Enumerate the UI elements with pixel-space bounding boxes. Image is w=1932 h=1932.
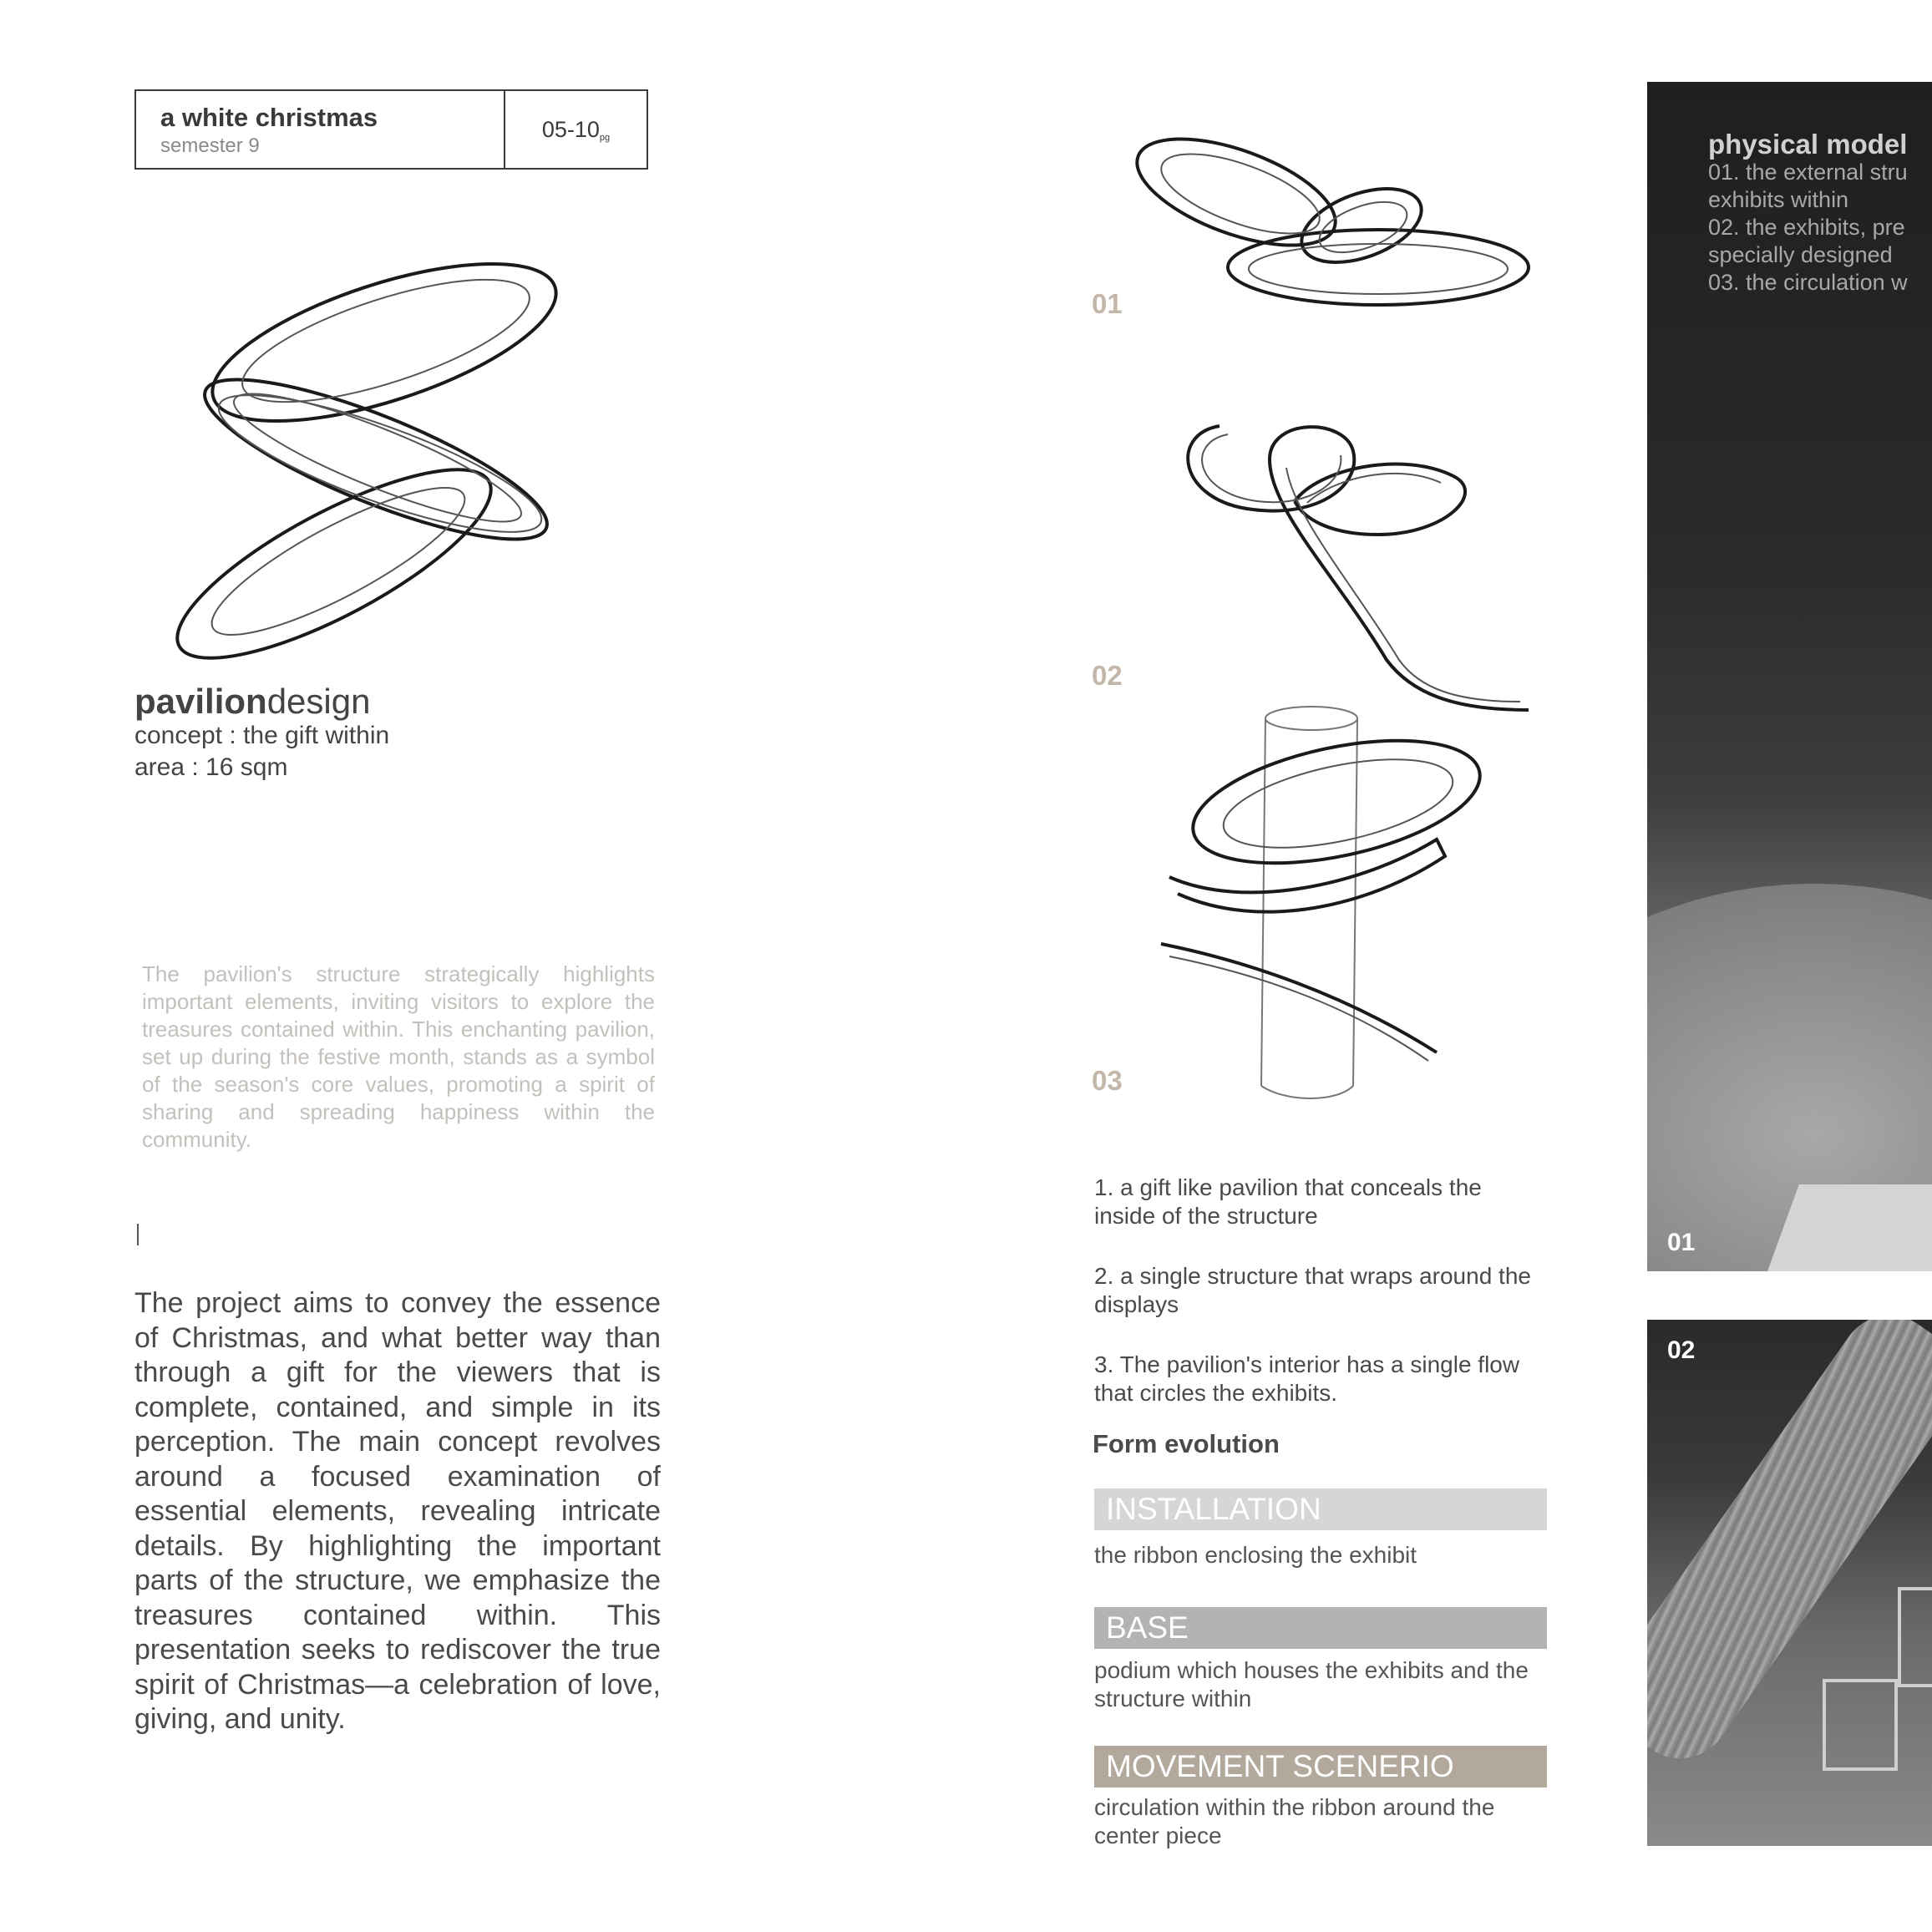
- note-2: 2. a single structure that wraps around the displays: [1094, 1263, 1531, 1317]
- form-sketch-01: [1119, 117, 1554, 334]
- form-evolution-heading: Form evolution: [1093, 1429, 1280, 1458]
- category-base-desc: podium which houses the exhibits and the structure within: [1094, 1657, 1529, 1711]
- photo-1-number: 01: [1667, 1229, 1696, 1256]
- physical-model-line-4: specially designed: [1708, 242, 1893, 267]
- text-cursor: [137, 1224, 139, 1245]
- title-box-left: [136, 91, 505, 168]
- note-1: 1. a gift like pavilion that conceals the inside of the structure: [1094, 1174, 1482, 1229]
- physical-model-line-3: 02. the exhibits, pre: [1708, 215, 1905, 240]
- grey-paragraph: The pavilion's structure strategically highlights important elements, inviting visitors to explore the treasures contained within. This enchanting pavilion, set up during the festive month, stands as a symbol of the season's core values, promoting a spirit of sharing and spreading happiness within the community.: [142, 961, 655, 1152]
- title-box: [134, 89, 648, 170]
- physical-model-line-1: 01. the external stru: [1708, 160, 1908, 185]
- page-range-value: 05-10: [541, 116, 600, 142]
- photo-display-box: [1823, 1679, 1898, 1771]
- photo-display-box: [1898, 1587, 1932, 1687]
- step-number-03: 03: [1092, 1065, 1123, 1096]
- category-installation-desc: the ribbon enclosing the exhibit: [1094, 1542, 1417, 1568]
- step-number-02: 02: [1092, 660, 1123, 691]
- pavilion-title-rest: design: [266, 682, 371, 721]
- main-paragraph: The project aims to convey the essence of Christmas, and what better way than through a gift for the viewers that is complete, contained, and simple in its perception. The main concept revolves around a focused examination of essential elements, revealing intricate details. By highlighting the important parts of the structure, we emphasize the treasures contained within. This presentation seeks to rediscover the true spirit of Christmas—a celebration of love, giving, and unity.: [134, 1287, 661, 1735]
- pavilion-title: [134, 682, 370, 722]
- project-title: a white christmas: [160, 103, 378, 132]
- note-3: 3. The pavilion's interior has a single flow that circles the exhibits.: [1094, 1351, 1520, 1406]
- form-sketch-03: [1144, 693, 1529, 1128]
- form-sketch-02: [1169, 409, 1554, 718]
- page-range: [505, 91, 647, 168]
- category-installation-bar: INSTALLATION: [1094, 1488, 1547, 1530]
- physical-model-photo-2: [1647, 1320, 1932, 1846]
- step-number-01: 01: [1092, 288, 1123, 319]
- notes-list: [1094, 1174, 1545, 1439]
- pavilion-info: [134, 720, 389, 783]
- semester-label: semester 9: [160, 134, 260, 157]
- category-base-bar: BASE: [1094, 1607, 1547, 1649]
- physical-model-line-5: 03. the circulation w: [1708, 270, 1908, 295]
- physical-model-lines: [1708, 159, 1908, 297]
- category-movement-desc: circulation within the ribbon around the center piece: [1094, 1794, 1495, 1848]
- pavilion-title-bold: pavilion: [134, 682, 267, 721]
- physical-model-line-2: exhibits within: [1708, 187, 1849, 212]
- physical-model-photo-1: [1647, 82, 1932, 1271]
- area-line: area : 16 sqm: [134, 753, 288, 781]
- concept-line: concept : the gift within: [134, 722, 390, 749]
- page-range-suffix: pg: [599, 133, 611, 143]
- physical-model-heading: physical model: [1708, 129, 1908, 160]
- photo-2-number: 02: [1667, 1336, 1696, 1364]
- category-movement-bar: MOVEMENT SCENERIO: [1094, 1746, 1547, 1787]
- pavilion-main-sketch: [167, 251, 601, 668]
